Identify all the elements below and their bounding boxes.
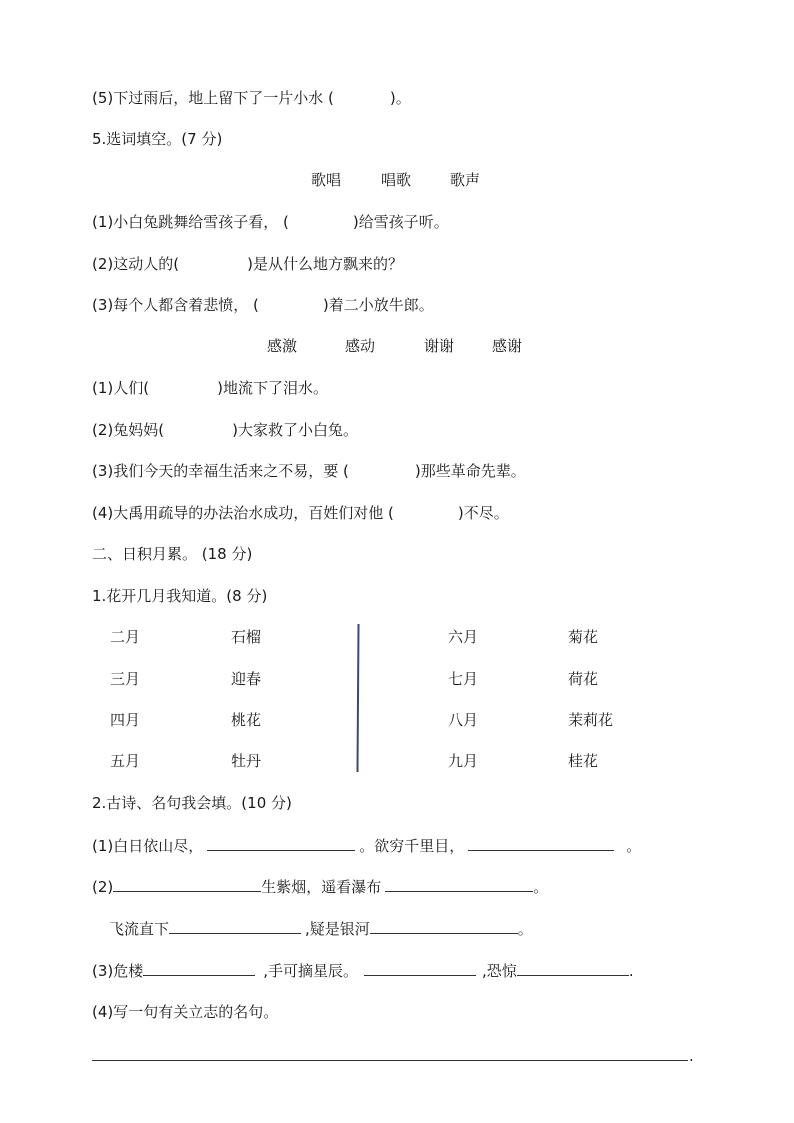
answer-blank[interactable] <box>468 836 614 851</box>
flower-item[interactable]: 荷花 <box>568 670 599 688</box>
month-item[interactable]: 三月 <box>110 670 141 688</box>
answer-blank[interactable] <box>364 961 476 976</box>
item-suffix: )不尽。 <box>457 504 509 522</box>
line-end-period: . <box>689 1047 694 1065</box>
q4-item-5-prefix: (5)下过雨后，地上留下了一片小水 ( <box>92 89 334 107</box>
month-item[interactable]: 六月 <box>448 628 479 646</box>
poem-text: . <box>628 962 634 980</box>
answer-blank[interactable] <box>385 877 533 892</box>
flower-item[interactable]: 牡丹 <box>231 752 262 770</box>
q4-item-5-suffix: )。 <box>389 89 411 107</box>
item-prefix: (4)大禹用疏导的办法治水成功，百姓们对他 ( <box>92 504 394 522</box>
s2-q2-title: 2.古诗、名句我会填。(10 分) <box>92 794 292 812</box>
poem-item-3 <box>92 961 634 981</box>
item-prefix: (2)兔妈妈( <box>92 421 165 439</box>
answer-blank[interactable] <box>149 379 217 393</box>
answer-blank[interactable] <box>370 919 518 934</box>
item-prefix: (3)每个人都含着悲愤， ( <box>92 296 259 314</box>
word-bank-word: 感激 <box>267 337 298 355</box>
answer-blank[interactable] <box>334 89 390 103</box>
answer-blank[interactable] <box>259 296 323 310</box>
word-bank-word: 歌声 <box>450 171 481 189</box>
flower-item[interactable]: 桂花 <box>568 752 599 770</box>
poem-item-2-cont <box>109 919 533 939</box>
answer-blank[interactable] <box>394 504 458 518</box>
month-item[interactable]: 四月 <box>110 711 141 729</box>
poem-text: 生紫烟，遥看瀑布 <box>261 878 382 896</box>
answer-blank[interactable] <box>113 877 261 892</box>
poem-text: ,疑是银河 <box>305 920 370 938</box>
answer-blank[interactable] <box>143 961 255 976</box>
poem-text: ,手可摘星辰。 <box>263 962 359 980</box>
answer-blank[interactable] <box>164 421 232 435</box>
q5-group1-item-2 <box>92 254 403 274</box>
poem-text: (1)白日依山尽， <box>92 837 204 855</box>
item-suffix: )是从什么地方飘来的？ <box>247 255 403 273</box>
word-bank-word: 感动 <box>345 337 376 355</box>
item-suffix: )着二小放牛郎。 <box>322 296 434 314</box>
item-suffix: )那些革命先辈。 <box>414 462 526 480</box>
flower-item[interactable]: 石榴 <box>231 628 262 646</box>
item-suffix: )地流下了泪水。 <box>217 379 328 397</box>
item-prefix: (2)这动人的( <box>92 255 180 273</box>
q5-group1-item-1 <box>92 212 449 232</box>
word-bank-word: 谢谢 <box>424 337 455 355</box>
flower-item[interactable]: 茉莉花 <box>568 711 614 729</box>
q5-title: 5.选词填空。(7 分) <box>92 130 223 148</box>
s2-q1-title: 1.花开几月我知道。(8 分) <box>92 587 268 605</box>
flower-item[interactable]: 菊花 <box>568 628 599 646</box>
month-item[interactable]: 五月 <box>110 752 141 770</box>
month-item[interactable]: 八月 <box>448 711 479 729</box>
poem-item-1 <box>92 836 641 856</box>
q5-group2-item-1 <box>92 378 328 398</box>
item-prefix: (1)人们( <box>92 379 150 397</box>
item-suffix: )给雪孩子听。 <box>352 213 449 231</box>
q4-item-5 <box>92 88 411 108</box>
word-bank-word: 感谢 <box>492 337 523 355</box>
answer-blank[interactable] <box>207 836 355 851</box>
answer-line[interactable] <box>92 1060 688 1061</box>
word-bank-word: 歌唱 <box>311 171 342 189</box>
month-item[interactable]: 七月 <box>448 670 479 688</box>
poem-text: 飞流直下 <box>109 920 170 938</box>
poem-item-2 <box>92 877 548 897</box>
flower-item[interactable]: 桃花 <box>231 711 262 729</box>
poem-text: 。欲穷千里目， <box>359 837 465 855</box>
q5-group2-item-4 <box>92 503 509 523</box>
answer-blank[interactable] <box>169 919 301 934</box>
q5-group2-item-3 <box>92 461 526 481</box>
item-prefix: (1)小白兔跳舞给雪孩子看， ( <box>92 213 289 231</box>
item-prefix: (3)我们今天的幸福生活来之不易，要 ( <box>92 462 349 480</box>
poem-item-4: (4)写一句有关立志的名句。 <box>92 1003 279 1021</box>
poem-text: 。 <box>533 878 549 896</box>
poem-text: (2) <box>92 878 114 896</box>
section-2-title: 二、日积月累。 (18 分) <box>92 545 253 563</box>
word-bank-word: 唱歌 <box>381 171 412 189</box>
month-item[interactable]: 九月 <box>448 752 479 770</box>
item-suffix: )大家救了小白兔。 <box>232 421 358 439</box>
divider-line <box>356 624 359 772</box>
answer-blank[interactable] <box>349 462 415 476</box>
answer-blank[interactable] <box>517 961 629 976</box>
answer-blank[interactable] <box>179 255 247 269</box>
month-item[interactable]: 二月 <box>110 628 141 646</box>
poem-text: ,恐惊 <box>482 962 517 980</box>
poem-text: (3)危楼 <box>92 962 144 980</box>
poem-text: 。 <box>626 837 642 855</box>
flower-item[interactable]: 迎春 <box>231 670 262 688</box>
poem-text: 。 <box>517 920 533 938</box>
q5-group1-item-3 <box>92 295 434 315</box>
q5-group2-item-2 <box>92 420 358 440</box>
answer-blank[interactable] <box>289 213 353 227</box>
